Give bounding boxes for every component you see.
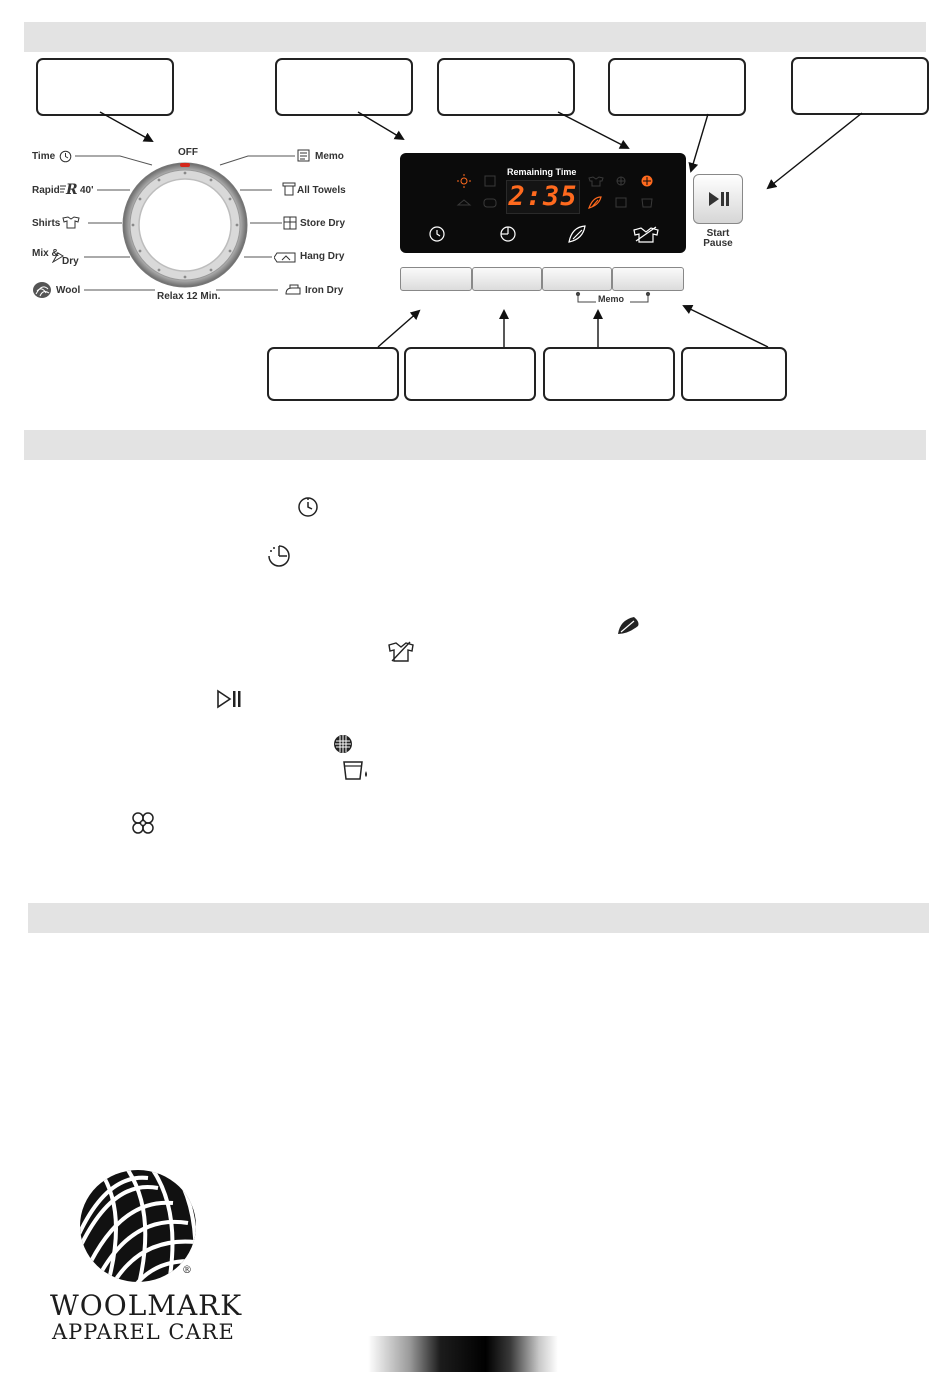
bottom-section-band bbox=[28, 903, 929, 933]
remaining-time-display: 2:35 bbox=[506, 180, 580, 214]
water-tank-icon bbox=[342, 759, 370, 788]
page-number-gradient-bar bbox=[368, 1336, 558, 1372]
feather-indicator-icon bbox=[589, 197, 601, 208]
start-pause-label bbox=[700, 229, 736, 249]
time-button[interactable] bbox=[400, 267, 472, 291]
memo-button-label: Memo bbox=[598, 294, 625, 304]
program-shirts-label[interactable]: Shirts bbox=[32, 218, 61, 229]
program-hang-dry-label[interactable]: Hang Dry bbox=[300, 251, 345, 262]
store-indicator-icon bbox=[485, 176, 495, 186]
sun-indicator-icon bbox=[457, 174, 471, 188]
water-tank-indicator-icon bbox=[642, 199, 652, 207]
wool-icon bbox=[32, 281, 52, 304]
memo-icon bbox=[297, 149, 311, 167]
hanger-icon bbox=[274, 250, 296, 268]
program-all-towels-label[interactable]: All Towels bbox=[297, 185, 346, 196]
delay-start-button[interactable] bbox=[472, 267, 542, 291]
program-iron-dry-label[interactable]: Iron Dry bbox=[305, 285, 344, 296]
pause-label: Pause bbox=[703, 238, 733, 249]
anti-crease-icon bbox=[386, 640, 416, 669]
anti-crease-button-icon bbox=[634, 227, 658, 242]
program-wool-label[interactable]: Wool bbox=[56, 285, 81, 296]
clock-icon bbox=[59, 150, 72, 168]
hang-indicator-icon bbox=[458, 200, 470, 205]
woolmark-subtitle: APPAREL CARE bbox=[52, 1320, 235, 1344]
program-rapid-suffix: 40' bbox=[80, 185, 94, 196]
delay-start-icon bbox=[267, 544, 291, 573]
play-pause-icon bbox=[215, 688, 245, 715]
anti-crease-button[interactable] bbox=[612, 267, 684, 291]
control-display-panel bbox=[400, 153, 686, 253]
shirt-icon bbox=[62, 216, 80, 234]
program-memo-label[interactable]: Memo bbox=[315, 151, 344, 162]
dial-off-label: OFF bbox=[178, 147, 198, 158]
start-pause-button[interactable] bbox=[693, 174, 743, 224]
iron-icon bbox=[284, 283, 302, 301]
middle-section-band bbox=[24, 430, 926, 460]
dial-relax-label: Relax 12 Min. bbox=[157, 291, 221, 302]
filter-indicator-icon bbox=[642, 176, 653, 187]
feather-icon bbox=[616, 614, 644, 641]
iron-indicator-icon bbox=[484, 199, 496, 207]
wardrobe-icon bbox=[283, 216, 297, 235]
start-label: Start bbox=[706, 228, 730, 239]
time-button-icon bbox=[430, 227, 444, 241]
rapid-r-icon bbox=[60, 181, 80, 201]
delay-indicator-icon bbox=[616, 198, 626, 207]
status-indicator-icons bbox=[400, 153, 686, 253]
shirt-indicator-icon bbox=[589, 177, 603, 186]
svg-text:R: R bbox=[66, 182, 78, 196]
delay-start-button-icon bbox=[501, 227, 515, 241]
delicate-button[interactable] bbox=[542, 267, 612, 291]
fan-icon bbox=[131, 811, 155, 840]
filter-icon bbox=[332, 733, 354, 760]
woolmark-title: WOOLMARK bbox=[50, 1289, 243, 1322]
towel-icon bbox=[282, 182, 296, 201]
delicate-button-icon bbox=[569, 226, 585, 242]
program-mix-label[interactable]: Mix & bbox=[32, 248, 59, 259]
play-pause-icon bbox=[694, 175, 742, 223]
remaining-time-label: Remaining Time bbox=[507, 167, 577, 177]
woolmark-registered-mark: ® bbox=[182, 1265, 192, 1276]
touch-button-strip bbox=[400, 267, 684, 291]
clock-icon bbox=[297, 496, 319, 523]
program-time-label[interactable]: Time bbox=[32, 151, 56, 162]
program-mix-sub: Dry bbox=[62, 256, 79, 267]
fan-indicator-icon bbox=[617, 177, 625, 185]
program-rapid-label[interactable]: Rapid bbox=[32, 185, 60, 196]
program-store-dry-label[interactable]: Store Dry bbox=[300, 218, 346, 229]
